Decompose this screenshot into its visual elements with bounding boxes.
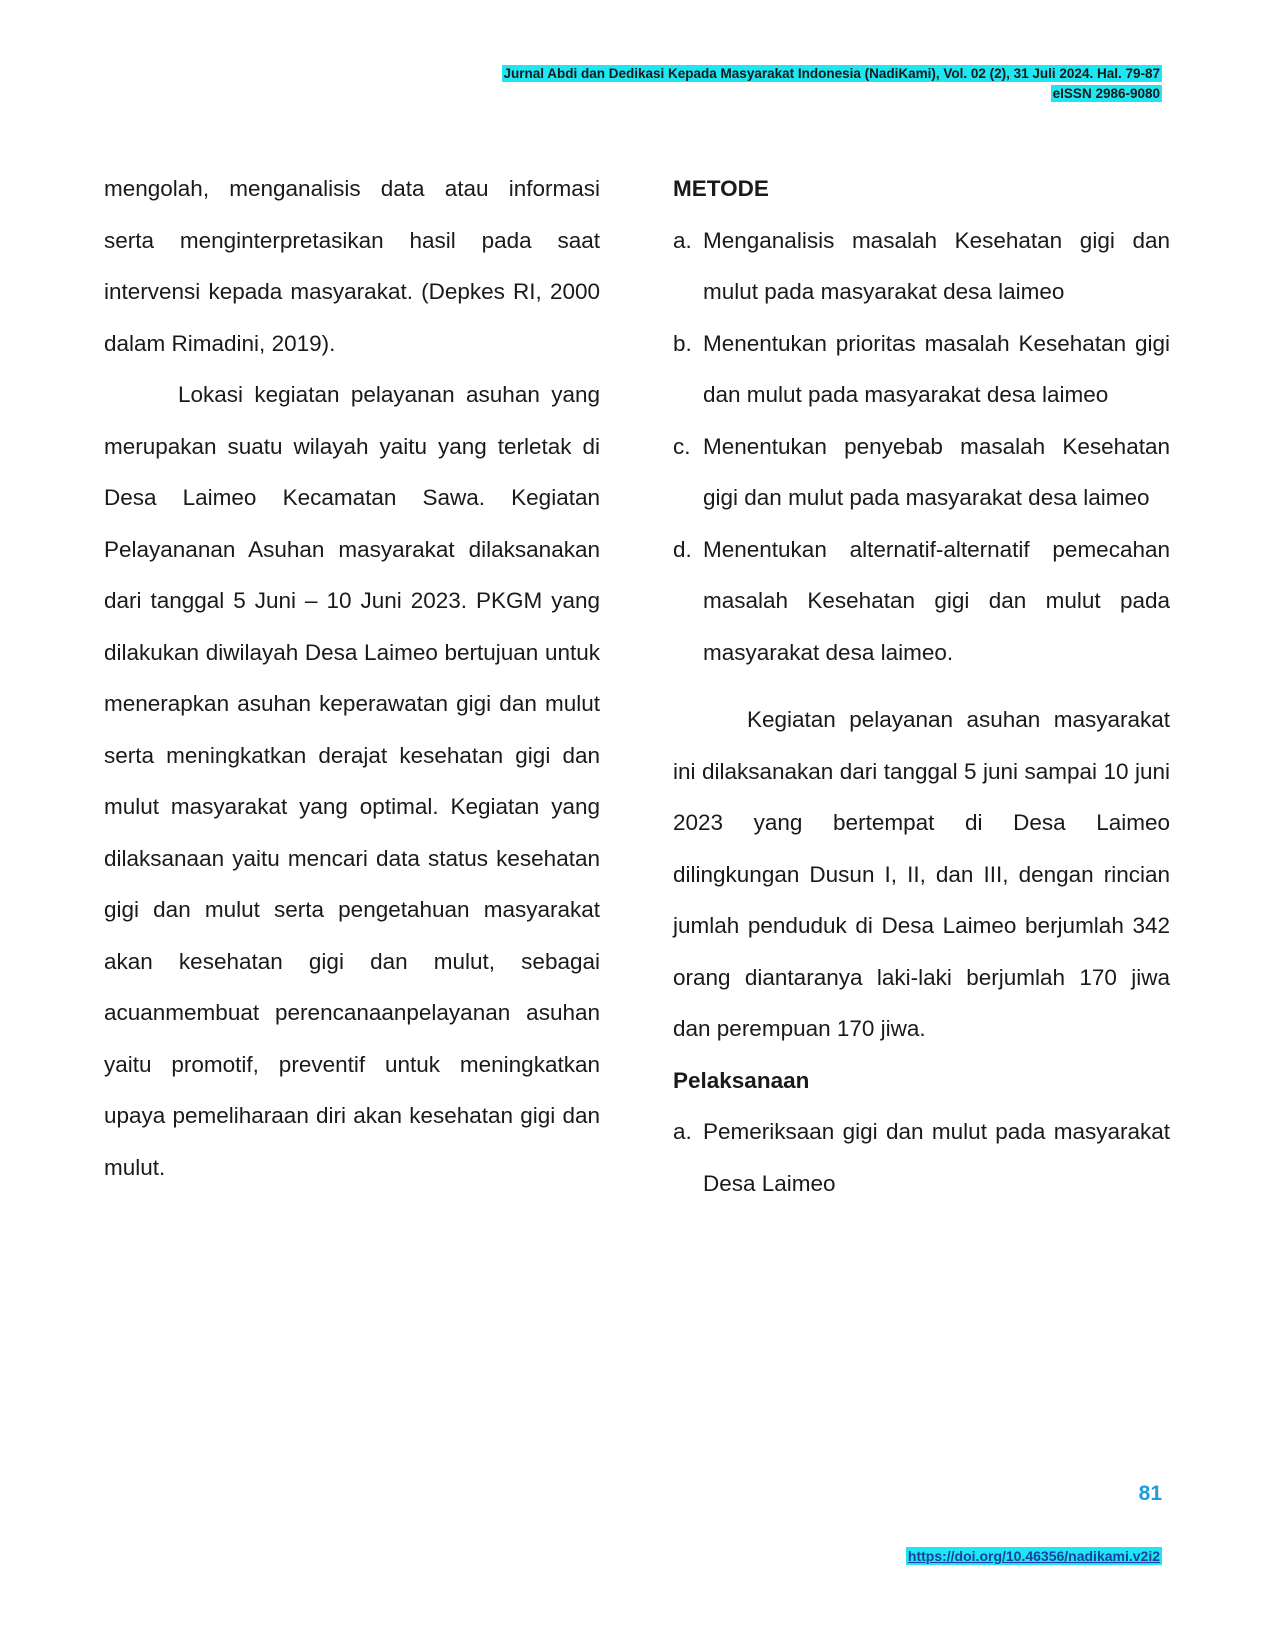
- list-item-text: Menentukan alternatif-alternatif pemecahan masalah Kesehatan gigi dan mulut pada masyarakat desa laimeo.: [703, 536, 1170, 665]
- journal-citation: Jurnal Abdi dan Dedikasi Kepada Masyarakat Indonesia (NadiKami), Vol. 02 (2), 31 Juli 2024. Hal. 79-87: [503, 66, 1160, 81]
- list-marker: a.: [673, 227, 692, 253]
- list-item: [673, 215, 1170, 318]
- list-marker: d.: [673, 536, 692, 562]
- page-number: 81: [1138, 1482, 1162, 1505]
- metode-heading: METODE: [673, 176, 769, 201]
- list-item: [673, 524, 1170, 679]
- list-item: [673, 1106, 1170, 1209]
- right-column: [673, 163, 1170, 1209]
- paragraph-continued: mengolah, menganalisis data atau informasi serta menginterpretasikan hasil pada saat intervensi kepada masyarakat. (Depkes RI, 2000 dalam Rimadini, 2019).: [104, 176, 600, 356]
- doi-link[interactable]: https://doi.org/10.46356/nadikami.v2i2: [907, 1548, 1160, 1564]
- metode-list: [673, 215, 1170, 679]
- list-item: [673, 318, 1170, 421]
- list-marker: c.: [673, 433, 691, 459]
- doi-footer: [906, 1548, 1162, 1564]
- list-item-text: Menentukan prioritas masalah Kesehatan gigi dan mulut pada masyarakat desa laimeo: [703, 330, 1170, 407]
- journal-header: [502, 64, 1163, 104]
- left-column: [104, 163, 600, 1193]
- paragraph-lokasi: Lokasi kegiatan pelayanan asuhan yang merupakan suatu wilayah yaitu yang terletak di Desa Laimeo Kecamatan Sawa. Kegiatan Pelayananan Asuhan masyarakat dilaksanakan dari tanggal 5 Juni – 10 Juni 2023. PKGM yang dilakukan diwilayah Desa Laimeo bertujuan untuk menerapkan asuhan keperawatan gigi dan mulut serta meningkatkan derajat kesehatan gigi dan mulut masyarakat yang optimal. Kegiatan yang dilaksanaan yaitu mencari data status kesehatan gigi dan mulut serta pengetahuan masyarakat akan kesehatan gigi dan mulut, sebagai acuanmembuat perencanaanpelayanan asuhan yaitu promotif, preventif untuk meningkatkan upaya pemeliharaan diri akan kesehatan gigi dan mulut.: [104, 382, 600, 1180]
- list-item-text: Menentukan penyebab masalah Kesehatan gigi dan mulut pada masyarakat desa laimeo: [703, 433, 1170, 510]
- paragraph-kegiatan: Kegiatan pelayanan asuhan masyarakat ini dilaksanakan dari tanggal 5 juni sampai 10 juni 2023 yang bertempat di Desa Laimeo dilingkungan Dusun I, II, dan III, dengan rincian jumlah penduduk di Desa Laimeo berjumlah 342 orang diantaranya laki-laki berjumlah 170 jiwa dan perempuan 170 jiwa.: [673, 707, 1170, 1041]
- list-marker: a.: [673, 1119, 692, 1144]
- pelaksanaan-list: [673, 1106, 1170, 1209]
- pelaksanaan-heading: Pelaksanaan: [673, 1067, 810, 1093]
- list-item: [673, 421, 1170, 524]
- list-item-text: Menganalisis masalah Kesehatan gigi dan mulut pada masyarakat desa laimeo: [703, 227, 1170, 304]
- eissn-label: eISSN 2986-9080: [1052, 86, 1160, 101]
- list-item-text: Pemeriksaan gigi dan mulut pada masyarakat Desa Laimeo: [703, 1119, 1170, 1196]
- list-marker: b.: [673, 330, 692, 356]
